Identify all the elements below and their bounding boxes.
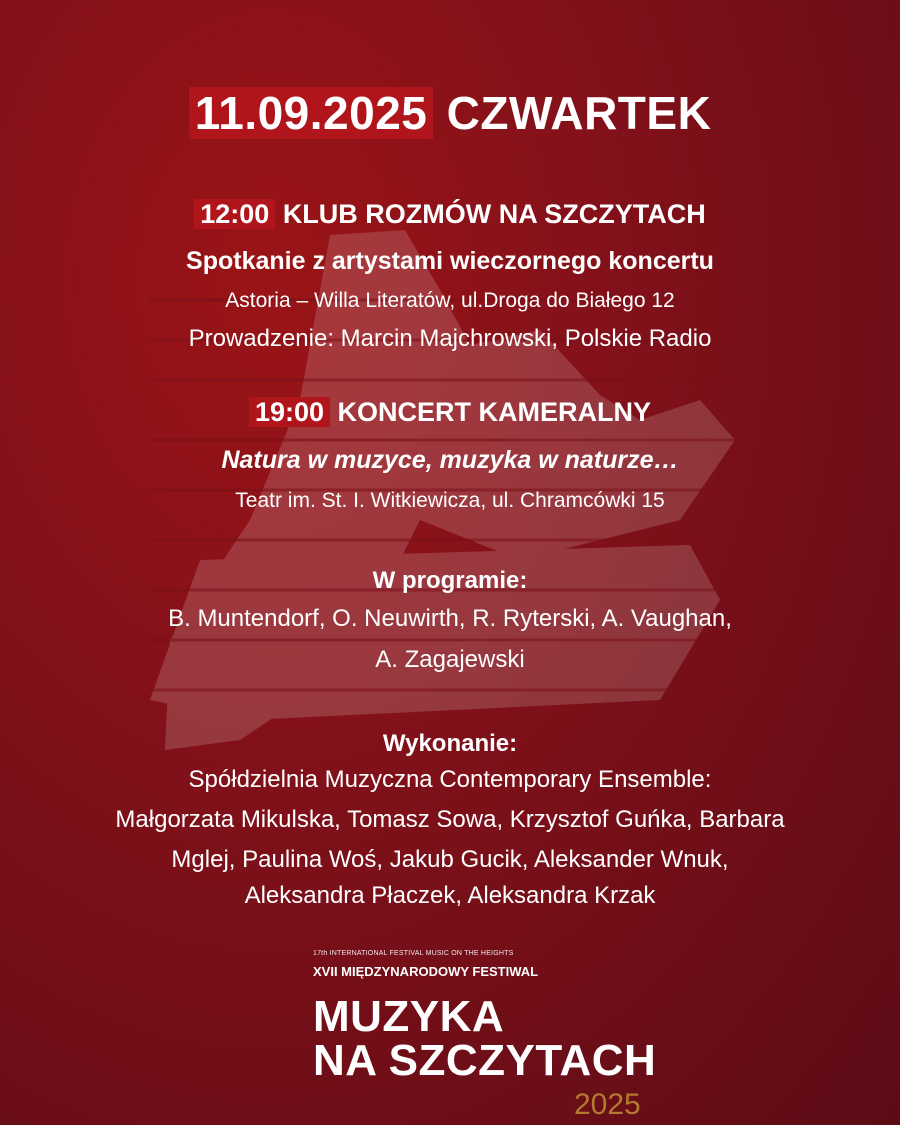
date-highlight: 11.09.2025 (189, 87, 434, 139)
performers-line-1: Spółdzielnia Muzyczna Contemporary Ensemble: (188, 766, 712, 793)
event-2-time: 19:00 (249, 397, 330, 427)
performers-line-2: Małgorzata Mikulska, Tomasz Sowa, Krzysztof Guńka, Barbara (115, 806, 785, 833)
event-1-title: KLUB ROZMÓW NA SZCZYTACH (282, 199, 706, 229)
weekday-label: CZWARTEK (446, 87, 712, 139)
event-1-venue: Astoria – Willa Literatów, ul.Droga do Białego 12 (225, 289, 675, 312)
event-1-host: Prowadzenie: Marcin Majchrowski, Polskie Radio (188, 325, 712, 352)
event-1-time: 12:00 (194, 199, 275, 229)
festival-name-line-1: MUZYKA (313, 992, 505, 1041)
event-2-venue: Teatr im. St. I. Witkiewicza, ul. Chramcówki 15 (235, 489, 665, 512)
program-line-1: B. Muntendorf, O. Neuwirth, R. Ryterski, A. Vaughan, (168, 605, 732, 632)
event-2-heading (0, 397, 900, 428)
performers-heading: Wykonanie: (382, 730, 518, 757)
event-1-heading (0, 199, 900, 230)
festival-edition: XVII MIĘDZYNARODOWY FESTIWAL (313, 964, 539, 979)
festival-name-line-2: NA SZCZYTACH (313, 1036, 657, 1085)
program-line-2: A. Zagajewski (375, 646, 525, 673)
performers-line-4: Aleksandra Płaczek, Aleksandra Krzak (244, 882, 656, 909)
event-2-title: KONCERT KAMERALNY (337, 397, 652, 427)
festival-year: 2025 (574, 1088, 641, 1121)
festival-english-line: 17th INTERNATIONAL FESTIVAL MUSIC ON THE HEIGHTS (313, 950, 514, 957)
date-heading (0, 86, 900, 140)
performers-line-3: Mglej, Paulina Woś, Jakub Gucik, Aleksander Wnuk, (171, 846, 729, 873)
program-heading: W programie: (372, 567, 528, 594)
event-1-subtitle: Spotkanie z artystami wieczornego koncertu (186, 247, 714, 275)
event-2-subtitle: Natura w muzyce, muzyka w naturze… (221, 446, 679, 474)
